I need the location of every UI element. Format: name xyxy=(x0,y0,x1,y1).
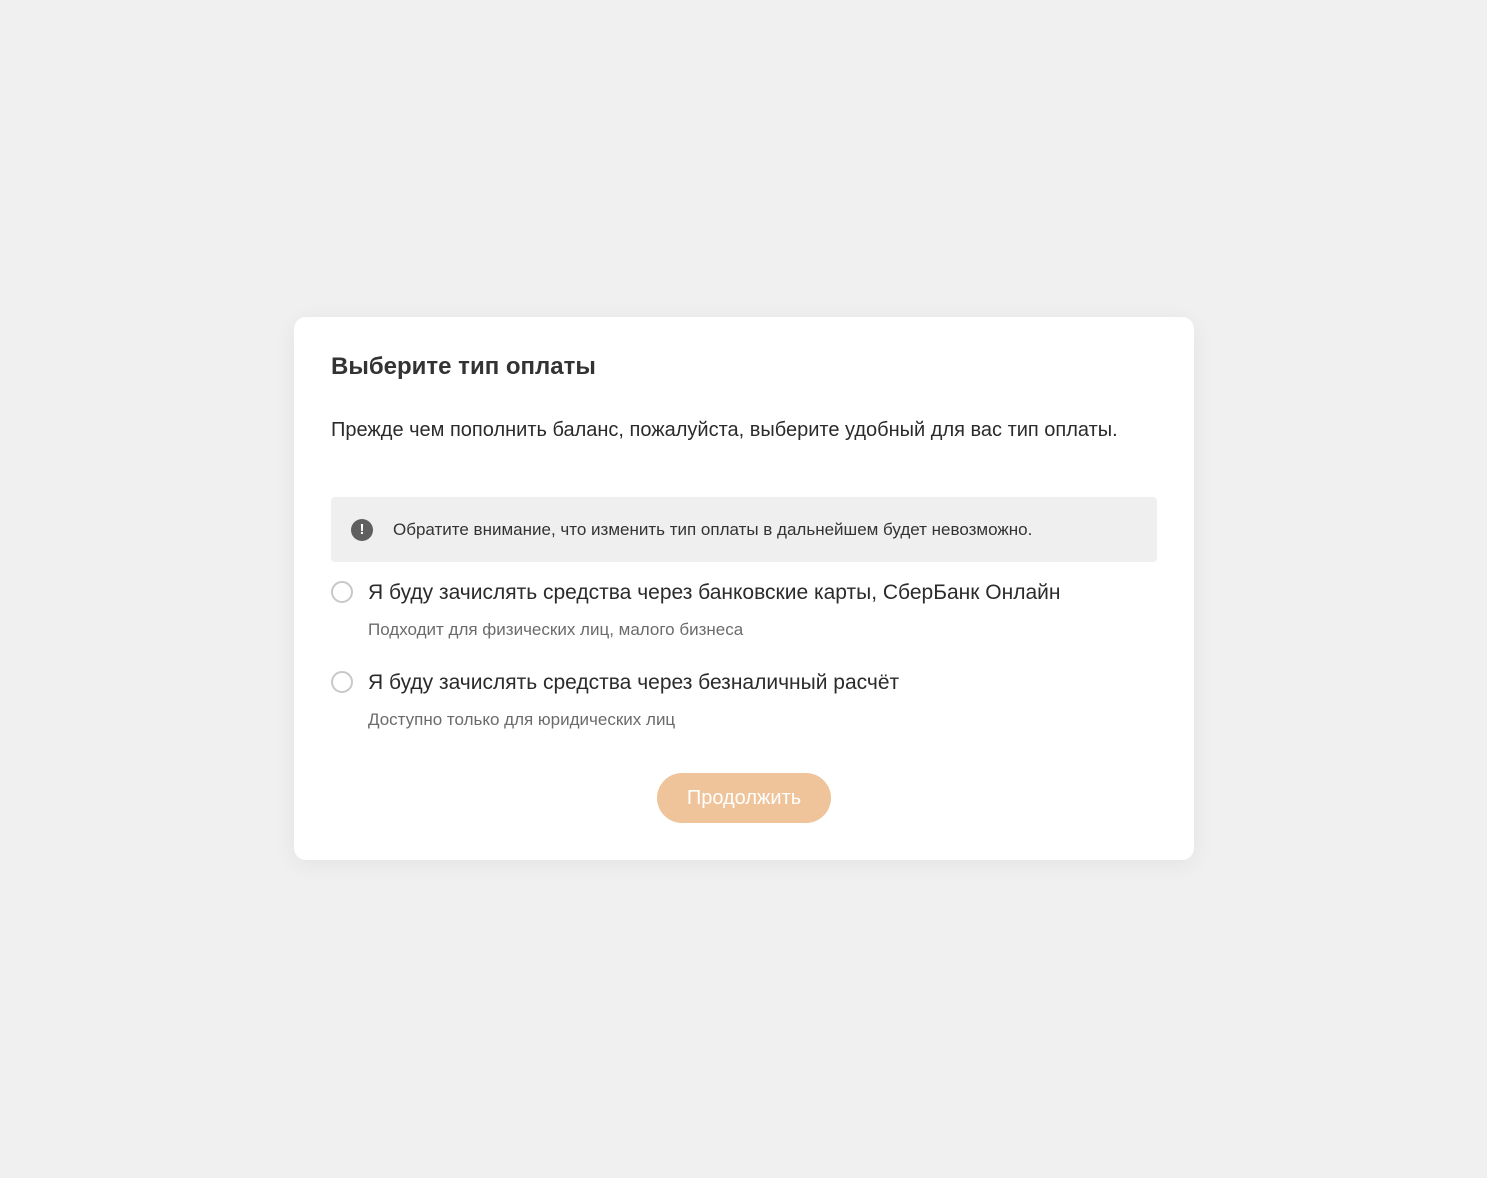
exclamation-circle-icon: ! xyxy=(351,519,373,541)
radio-button-card[interactable] xyxy=(331,581,353,603)
warning-notice xyxy=(331,497,1157,562)
dialog-description: Прежде чем пополнить баланс, пожалуйста, выберите удобный для вас тип оплаты. xyxy=(331,419,1118,441)
option-hint: Подходит для физических лиц, малого бизнеса xyxy=(368,620,744,639)
radio-button-cashless[interactable] xyxy=(331,671,353,693)
dialog-title: Выберите тип оплаты xyxy=(331,353,596,380)
continue-button[interactable]: Продолжить xyxy=(657,773,831,823)
notice-text: Обратите внимание, что изменить тип оплаты в дальнейшем будет невозможно. xyxy=(393,519,1033,539)
option-hint: Доступно только для юридических лиц xyxy=(368,710,676,729)
option-label[interactable]: Я буду зачислять средства через безналичный расчёт xyxy=(368,671,900,694)
option-label[interactable]: Я буду зачислять средства через банковские карты, СберБанк Онлайн xyxy=(368,581,1061,604)
payment-type-dialog xyxy=(294,317,1194,860)
